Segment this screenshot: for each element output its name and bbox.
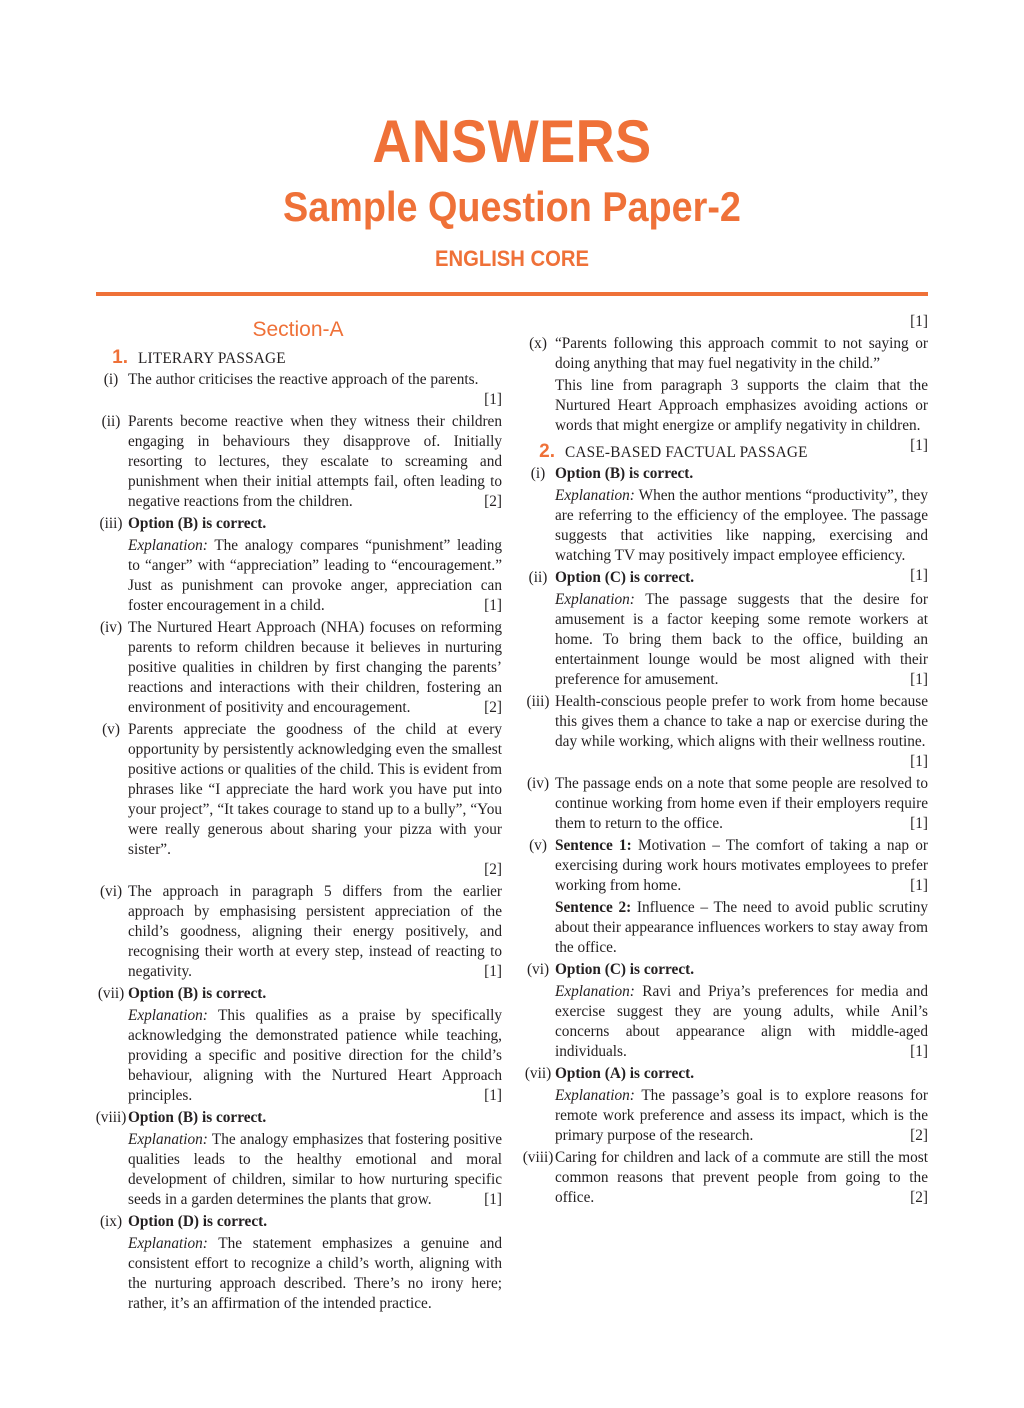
answer-number: (viii) <box>95 1109 127 1126</box>
explanation <box>521 590 928 690</box>
sentence-2-text: Influence – The need to avoid public scrutiny about their appearance influences workers to stay away from the office. <box>555 899 928 956</box>
answer-1-v <box>94 720 502 880</box>
marks: [1] <box>910 671 928 688</box>
answer-text: Parents become reactive when they witness their children engaging in behaviours they disapprove of. Initially resorting to lectures, they escalate to screaming and punishment when their initial attempts fail, often leading to negative reactions from the children. <box>128 413 502 510</box>
answer-number: (vi) <box>526 961 550 978</box>
marks: [1] <box>484 1087 502 1104</box>
explanation-label: Explanation: <box>128 1007 208 1024</box>
answer-number: (vi) <box>99 883 123 900</box>
marks: [1] <box>910 1043 928 1060</box>
answer-text: Parents appreciate the goodness of the child at every opportunity by persistently acknowledging even the smallest positive actions or qualities of the child. This is evident from phrases like “I appreciate the hard work you have put into your project”, “It takes courage to stand up to a bully”, “You were really generous about sharing your pizza with your sister”. <box>128 721 502 858</box>
explanation-label: Explanation: <box>128 1235 208 1252</box>
answer-number: (ix) <box>99 1213 123 1230</box>
question-number: 2. <box>539 441 555 462</box>
answer-text: Caring for children and lack of a commute are still the most common reasons that prevent people from going to the office. <box>555 1149 928 1206</box>
explanation-label: Explanation: <box>555 1087 635 1104</box>
marks: [1] <box>910 313 928 330</box>
explanation-text: The passage’s goal is to explore reasons for remote work preference and assess its impact, which is the primary purpose of the research. <box>555 1087 928 1144</box>
answer-1-ii <box>94 412 502 512</box>
explanation-label: Explanation: <box>555 983 635 1000</box>
explanation-text-part-1: The statement emphasizes a genuine and consistent effort to recognize a child’s worth, aligning with the nurturing approach described. There’s no irony here; rather, it’s an affirmation of the intended practice. <box>128 1235 502 1312</box>
answer-option: Option (D) is correct. <box>128 1213 268 1230</box>
answer-option: Option (C) is correct. <box>555 569 695 586</box>
marks: [2] <box>910 1127 928 1144</box>
answer-option: Option (B) is correct. <box>555 465 694 482</box>
subject-label: ENGLISH CORE <box>434 246 590 271</box>
answer-option: Option (A) is correct. <box>555 1065 695 1082</box>
sentence-2-label: Sentence 2: <box>555 899 632 916</box>
answer-1-iii <box>94 514 502 534</box>
marks: [2] <box>484 493 502 510</box>
explanation-label: Explanation: <box>128 1131 208 1148</box>
answer-option: Option (B) is correct. <box>128 985 267 1002</box>
marks: [2] <box>910 1189 928 1206</box>
sentence-1-text: Motivation – The comfort of taking a nap or exercising during work hours motivates employees to prefer working from home. <box>555 837 928 894</box>
answer-text: The author criticises the reactive approach of the parents. <box>128 371 479 388</box>
page-subtitle: Sample Question Paper-2 <box>283 183 741 230</box>
explanation <box>94 1234 502 1314</box>
answer-2-iii <box>521 692 928 772</box>
answer-number: (iv) <box>526 775 550 792</box>
answer-number: (ii) <box>528 569 548 586</box>
marks: [1] <box>484 963 502 980</box>
answer-text: The passage ends on a note that some people are resolved to continue working from home even if their employers require them to return to the office. <box>555 775 928 832</box>
answer-1-viii <box>94 1108 502 1128</box>
sentence-2 <box>521 898 928 958</box>
answer-number: (v) <box>529 837 547 854</box>
answer-option: Option (C) is correct. <box>555 961 695 978</box>
answer-number: (x) <box>529 335 547 352</box>
question-1-heading <box>94 348 502 369</box>
answer-1-iv <box>94 618 502 718</box>
page-title: ANSWERS <box>372 108 652 175</box>
answer-2-i <box>521 464 928 484</box>
explanation-label: Explanation: <box>128 537 208 554</box>
answer-1-vii <box>94 984 502 1004</box>
marks: [1] <box>484 1191 502 1208</box>
marks: [1] <box>484 597 502 614</box>
sentence-1-label: Sentence 1: <box>555 837 632 854</box>
answer-text: The Nurtured Heart Approach (NHA) focuses on reforming parents to reform children because it believes in nurturing positive qualities in children by first changing the parents’ reactions and interactions with their children, fostering an environment of positivity and encouragement. <box>128 619 502 716</box>
explanation <box>94 1006 502 1106</box>
answer-option: Option (B) is correct. <box>128 515 267 532</box>
answer-number: (iii) <box>526 693 550 710</box>
marks: [1] <box>484 391 502 408</box>
explanation-label: Explanation: <box>555 591 635 608</box>
question-title: LITERARY PASSAGE <box>138 350 286 367</box>
answer-number: (i) <box>530 465 546 482</box>
answer-1-ix <box>94 1212 502 1232</box>
question-2-heading <box>521 442 904 463</box>
answer-1-i <box>94 370 502 410</box>
answer-2-iv <box>521 774 928 834</box>
explanation <box>521 982 928 1062</box>
answer-2-viii <box>521 1148 928 1208</box>
answer-number: (viii) <box>522 1149 554 1166</box>
explanation <box>94 1130 502 1210</box>
explanation-text: Ravi and Priya’s preferences for media and exercise suggest they are young adults, while Anil’s concerns about appearance align with middle-aged individuals. <box>555 983 928 1060</box>
answer-2-ii <box>521 568 904 588</box>
explanation-text: When the author mentions “productivity”, they are referring to the efficiency of the employee. The passage suggests that activities like napping, exercising and watching TV may positively impact employee efficiency. <box>555 487 928 564</box>
answer-2-vii <box>521 1064 928 1084</box>
answer-option: Option (B) is correct. <box>128 1109 267 1126</box>
header-divider <box>96 292 928 296</box>
right-column <box>521 312 928 1210</box>
explanation-text: The analogy compares “punishment” leading to “anger” with “appreciation” leading to “encouragement.” Just as punishment can provoke anger, appreciation can foster encouragement in a child. <box>128 537 502 614</box>
answer-1-vi <box>94 882 502 982</box>
answer-number: (vii) <box>524 1065 552 1082</box>
explanation <box>94 536 502 616</box>
answer-1-x <box>521 334 928 374</box>
answer-text-2: This line from paragraph 3 supports the claim that the Nurtured Heart Approach emphasizes avoiding actions or words that might energize or amplify negativity in children. <box>555 377 928 434</box>
left-column <box>94 312 502 1316</box>
explanation <box>521 1086 928 1146</box>
answer-2-v <box>521 836 928 896</box>
explanation-text: This qualifies as a praise by specifically acknowledging the demonstrated patience while teaching, providing a specific and positive direction for the child’s behaviour, aligning with the Nurtured Heart Approach principles. <box>128 1007 502 1104</box>
answer-number: (i) <box>103 371 119 388</box>
explanation-text: The passage suggests that the desire for amusement is a factor keeping some remote workers at home. To bring them back to the office, building an entertainment lounge would be most aligned with their preference for amusement. <box>555 591 928 688</box>
marks: [1] <box>910 753 928 770</box>
answer-text: Health-conscious people prefer to work from home because this gives them a chance to take a nap or exercise during the day while working, which aligns with their wellness routine. <box>555 693 928 750</box>
marks: [1] <box>910 567 928 584</box>
question-title: CASE-BASED FACTUAL PASSAGE <box>565 444 808 461</box>
explanation-text: The analogy emphasizes that fostering positive qualities leads to the healthy emotional and moral development of children, similar to how nurturing specific seeds in a garden determines the plants that grow. <box>128 1131 502 1208</box>
answer-number: (iii) <box>99 515 123 532</box>
marks: [2] <box>484 699 502 716</box>
answer-number: (v) <box>102 721 120 738</box>
question-number: 1. <box>112 347 128 368</box>
answer-text: The approach in paragraph 5 differs from the earlier approach by emphasising persistent appreciation of the child’s goodness, aligning their energy positively, and recognising their worth at every step, instead of reacting to negativity. <box>128 883 502 980</box>
marks: [1] <box>910 815 928 832</box>
marks: [1] <box>910 437 928 454</box>
marks: [2] <box>484 861 502 878</box>
answer-text: “Parents following this approach commit to not saying or doing anything that may fuel negativity in the child.” <box>555 335 928 372</box>
section-title: Section-A <box>252 318 344 341</box>
answer-2-vi <box>521 960 928 980</box>
answer-number: (ii) <box>101 413 121 430</box>
explanation-label: Explanation: <box>555 487 635 504</box>
answer-number: (iv) <box>99 619 123 636</box>
marks: [1] <box>910 877 928 894</box>
explanation-continued <box>521 312 928 332</box>
answer-number: (vii) <box>97 985 125 1002</box>
